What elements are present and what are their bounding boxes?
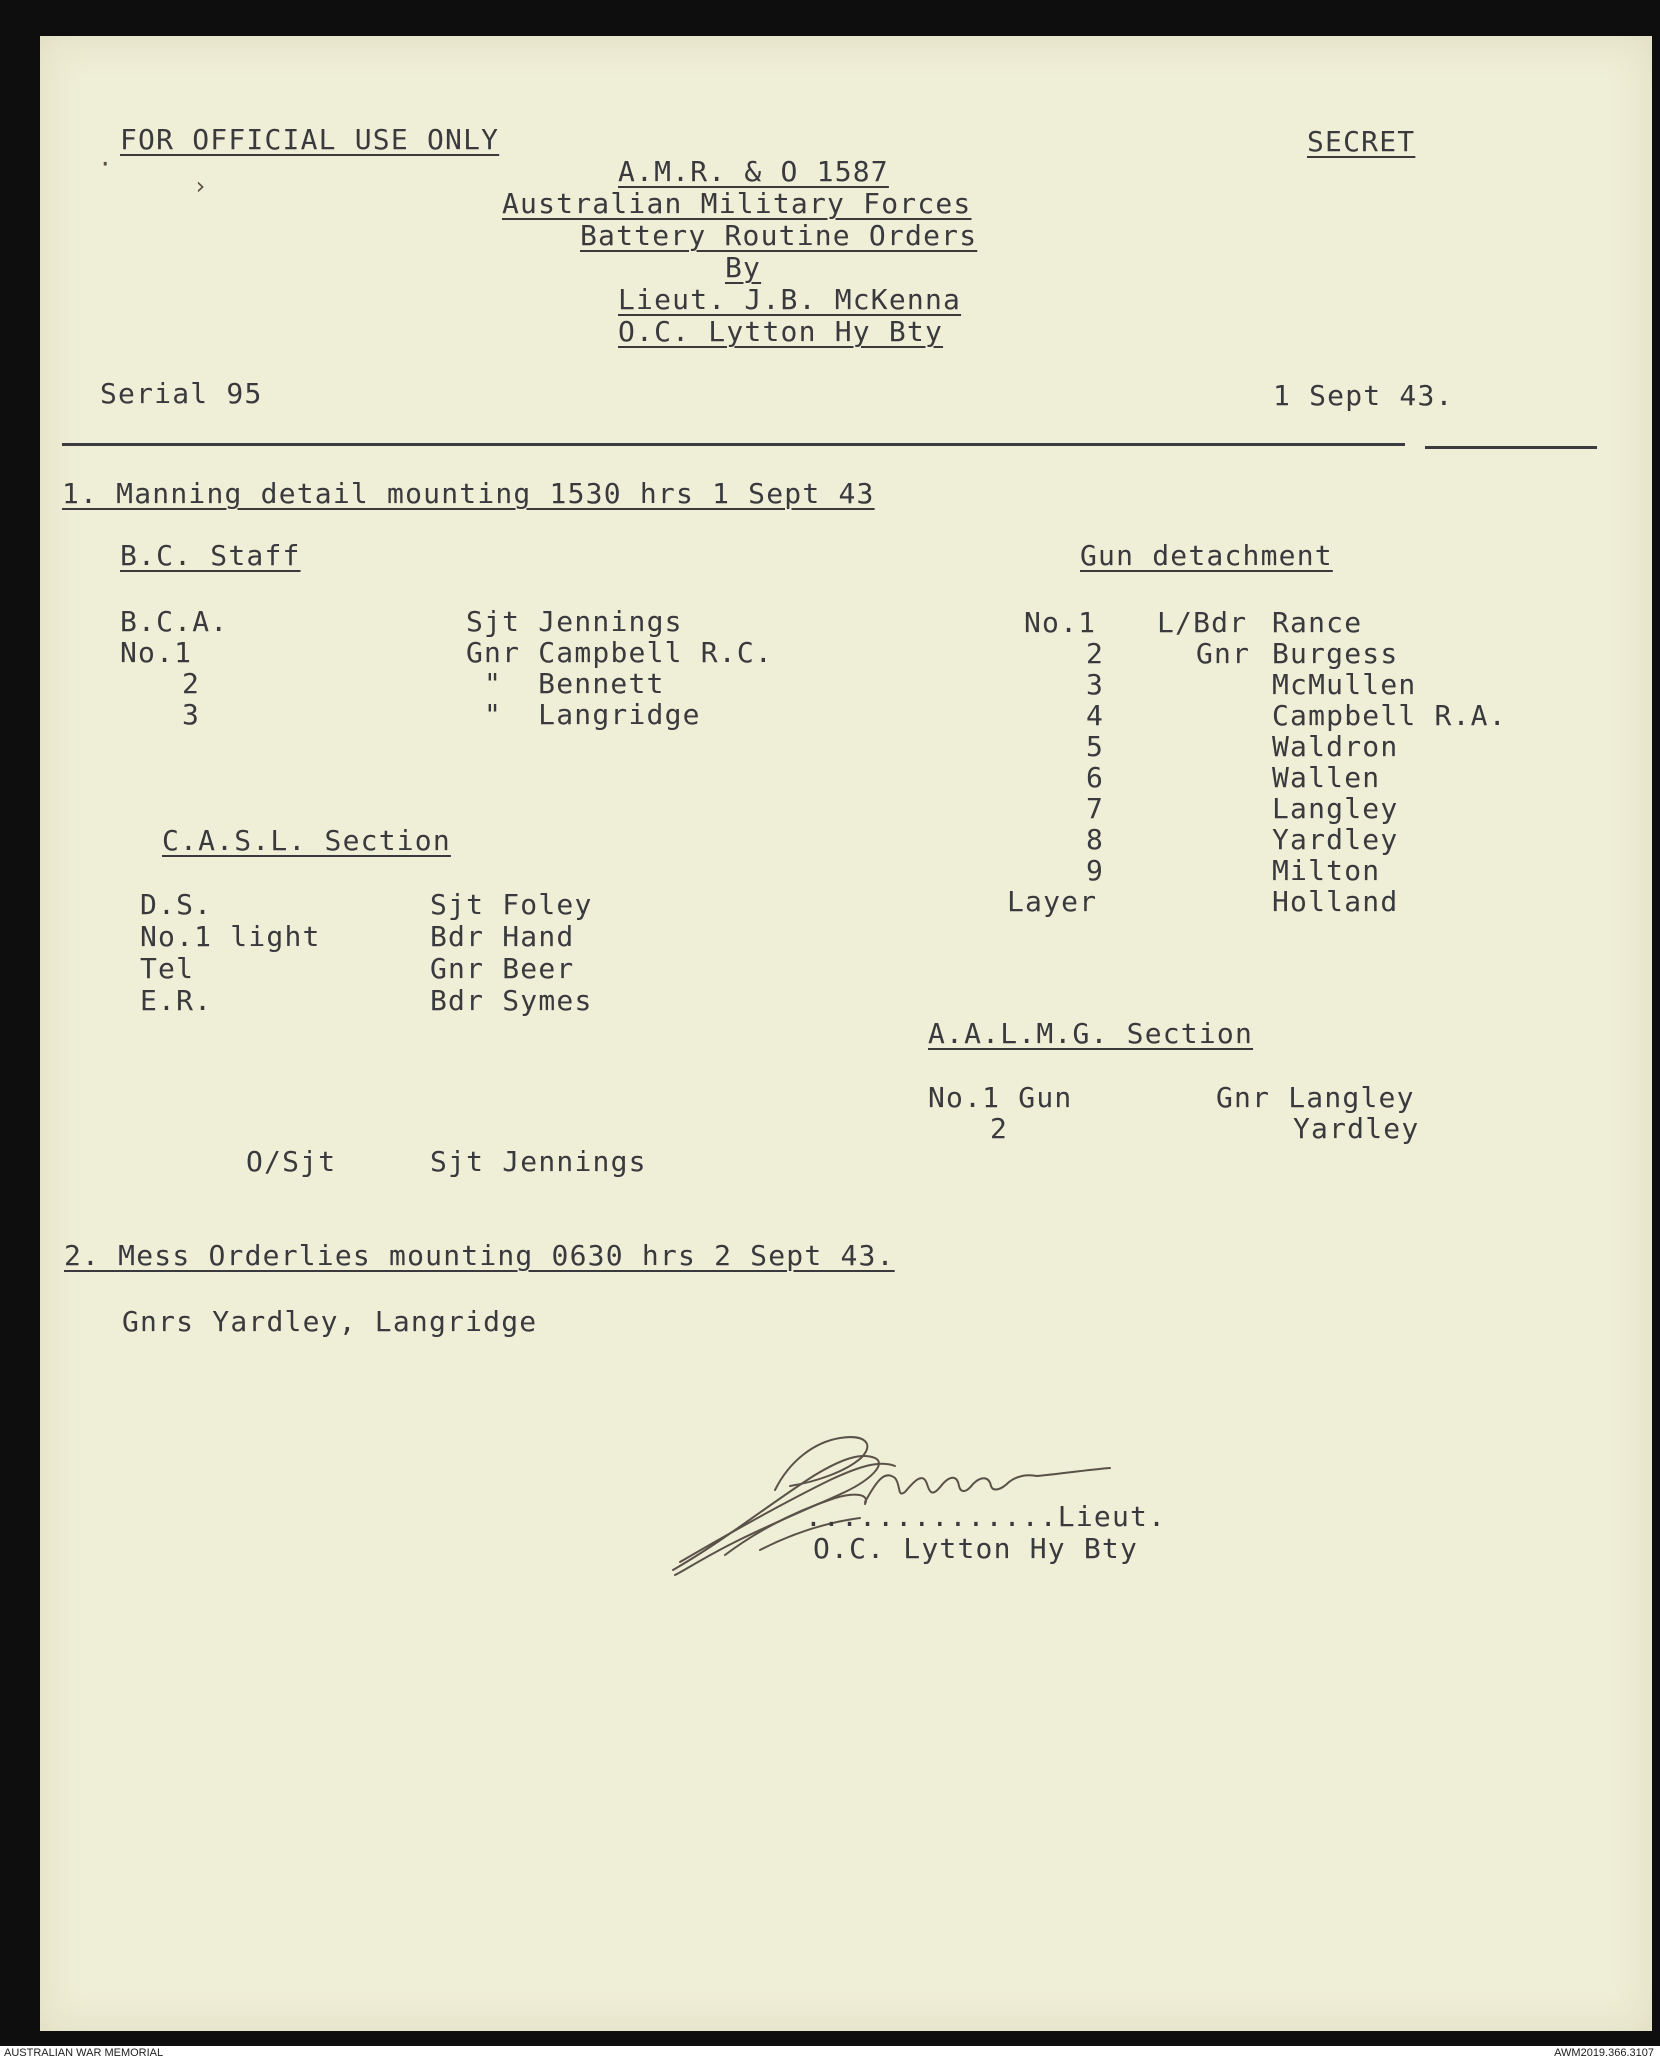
bc-staff-role: No.1 [120,636,193,669]
casl-name: Sjt Foley [430,888,593,921]
bc-staff-role: 2 [182,667,201,700]
paper-speck: › [193,172,208,200]
gun-number: 2 [1086,637,1105,670]
gun-name: Wallen [1272,761,1381,794]
gun-number: 6 [1086,761,1105,794]
gun-number: 8 [1086,823,1105,856]
casl-role: Tel [140,952,195,985]
gun-name: Langley [1272,792,1399,825]
item-1-heading: 1. Manning detail mounting 1530 hrs 1 Sept 43 [62,477,875,510]
gun-number: 9 [1086,854,1105,887]
header-rule [62,443,1405,446]
restriction-marking: FOR OFFICIAL USE ONLY [120,123,500,156]
bc-staff-name: " Langridge [484,698,701,731]
mess-orderly-names: Gnrs Yardley, Langridge [122,1305,538,1338]
item-2-heading: 2. Mess Orderlies mounting 0630 hrs 2 Sept 43. [64,1239,895,1272]
order-reference: A.M.R. & O 1587 [618,155,889,188]
aalmg-name: Yardley [1293,1112,1420,1145]
aalmg-gun: 2 [990,1112,1009,1145]
casl-role: No.1 light [140,920,321,953]
issuing-unit: O.C. Lytton Hy Bty [618,315,944,348]
gun-number: 5 [1086,730,1105,763]
casl-name: Bdr Symes [430,984,593,1017]
header-rule [1425,446,1597,449]
signatory-title: O.C. Lytton Hy Bty [813,1532,1139,1565]
gun-rank: L/Bdr [1157,606,1248,639]
signature-line: ..............Lieut. [805,1500,1167,1533]
aalmg-gun: No.1 Gun [928,1081,1073,1114]
gun-name: Yardley [1272,823,1399,856]
gun-name: Campbell R.A. [1272,699,1507,732]
casl-role: E.R. [140,984,213,1017]
archive-reference: AWM2019.366.3107 [1554,2047,1654,2059]
bc-staff-name: Gnr Campbell R.C. [466,636,773,669]
gun-name: Milton [1272,854,1381,887]
aalmg-section-heading: A.A.L.M.G. Section [928,1017,1254,1050]
gun-number: No.1 [1024,606,1097,639]
gun-name: McMullen [1272,668,1417,701]
orderly-sergeant-name: Sjt Jennings [430,1145,647,1178]
aalmg-name: Gnr Langley [1216,1081,1415,1114]
classification-marking: SECRET [1307,125,1416,158]
bc-staff-name: Sjt Jennings [466,605,683,638]
serial-number: Serial 95 [100,377,263,410]
gun-detachment-heading: Gun detachment [1080,539,1333,572]
orderly-sergeant-role: O/Sjt [246,1145,337,1178]
by-line: By [725,251,762,284]
bc-staff-role: B.C.A. [120,605,229,638]
organisation-title: Australian Military Forces [502,187,972,220]
gun-rank: Gnr [1196,637,1251,670]
casl-section-heading: C.A.S.L. Section [162,824,451,857]
paper-speck: · [98,150,113,178]
bc-staff-name: " Bennett [484,667,665,700]
bc-staff-role: 3 [182,698,201,731]
casl-name: Bdr Hand [430,920,575,953]
document-title: Battery Routine Orders [580,219,978,252]
gun-number: 3 [1086,668,1105,701]
gun-name: Burgess [1272,637,1399,670]
gun-number: 4 [1086,699,1105,732]
casl-role: D.S. [140,888,213,921]
casl-name: Gnr Beer [430,952,575,985]
issuing-officer: Lieut. J.B. McKenna [618,283,962,316]
archive-name: AUSTRALIAN WAR MEMORIAL [4,2047,164,2059]
archive-footer [0,2046,1660,2061]
gun-name: Rance [1272,606,1363,639]
gun-name: Holland [1272,885,1399,918]
bc-staff-heading: B.C. Staff [120,539,301,572]
order-date: 1 Sept 43. [1273,379,1454,412]
gun-number: 7 [1086,792,1105,825]
gun-number: Layer [1007,885,1098,918]
gun-name: Waldron [1272,730,1399,763]
